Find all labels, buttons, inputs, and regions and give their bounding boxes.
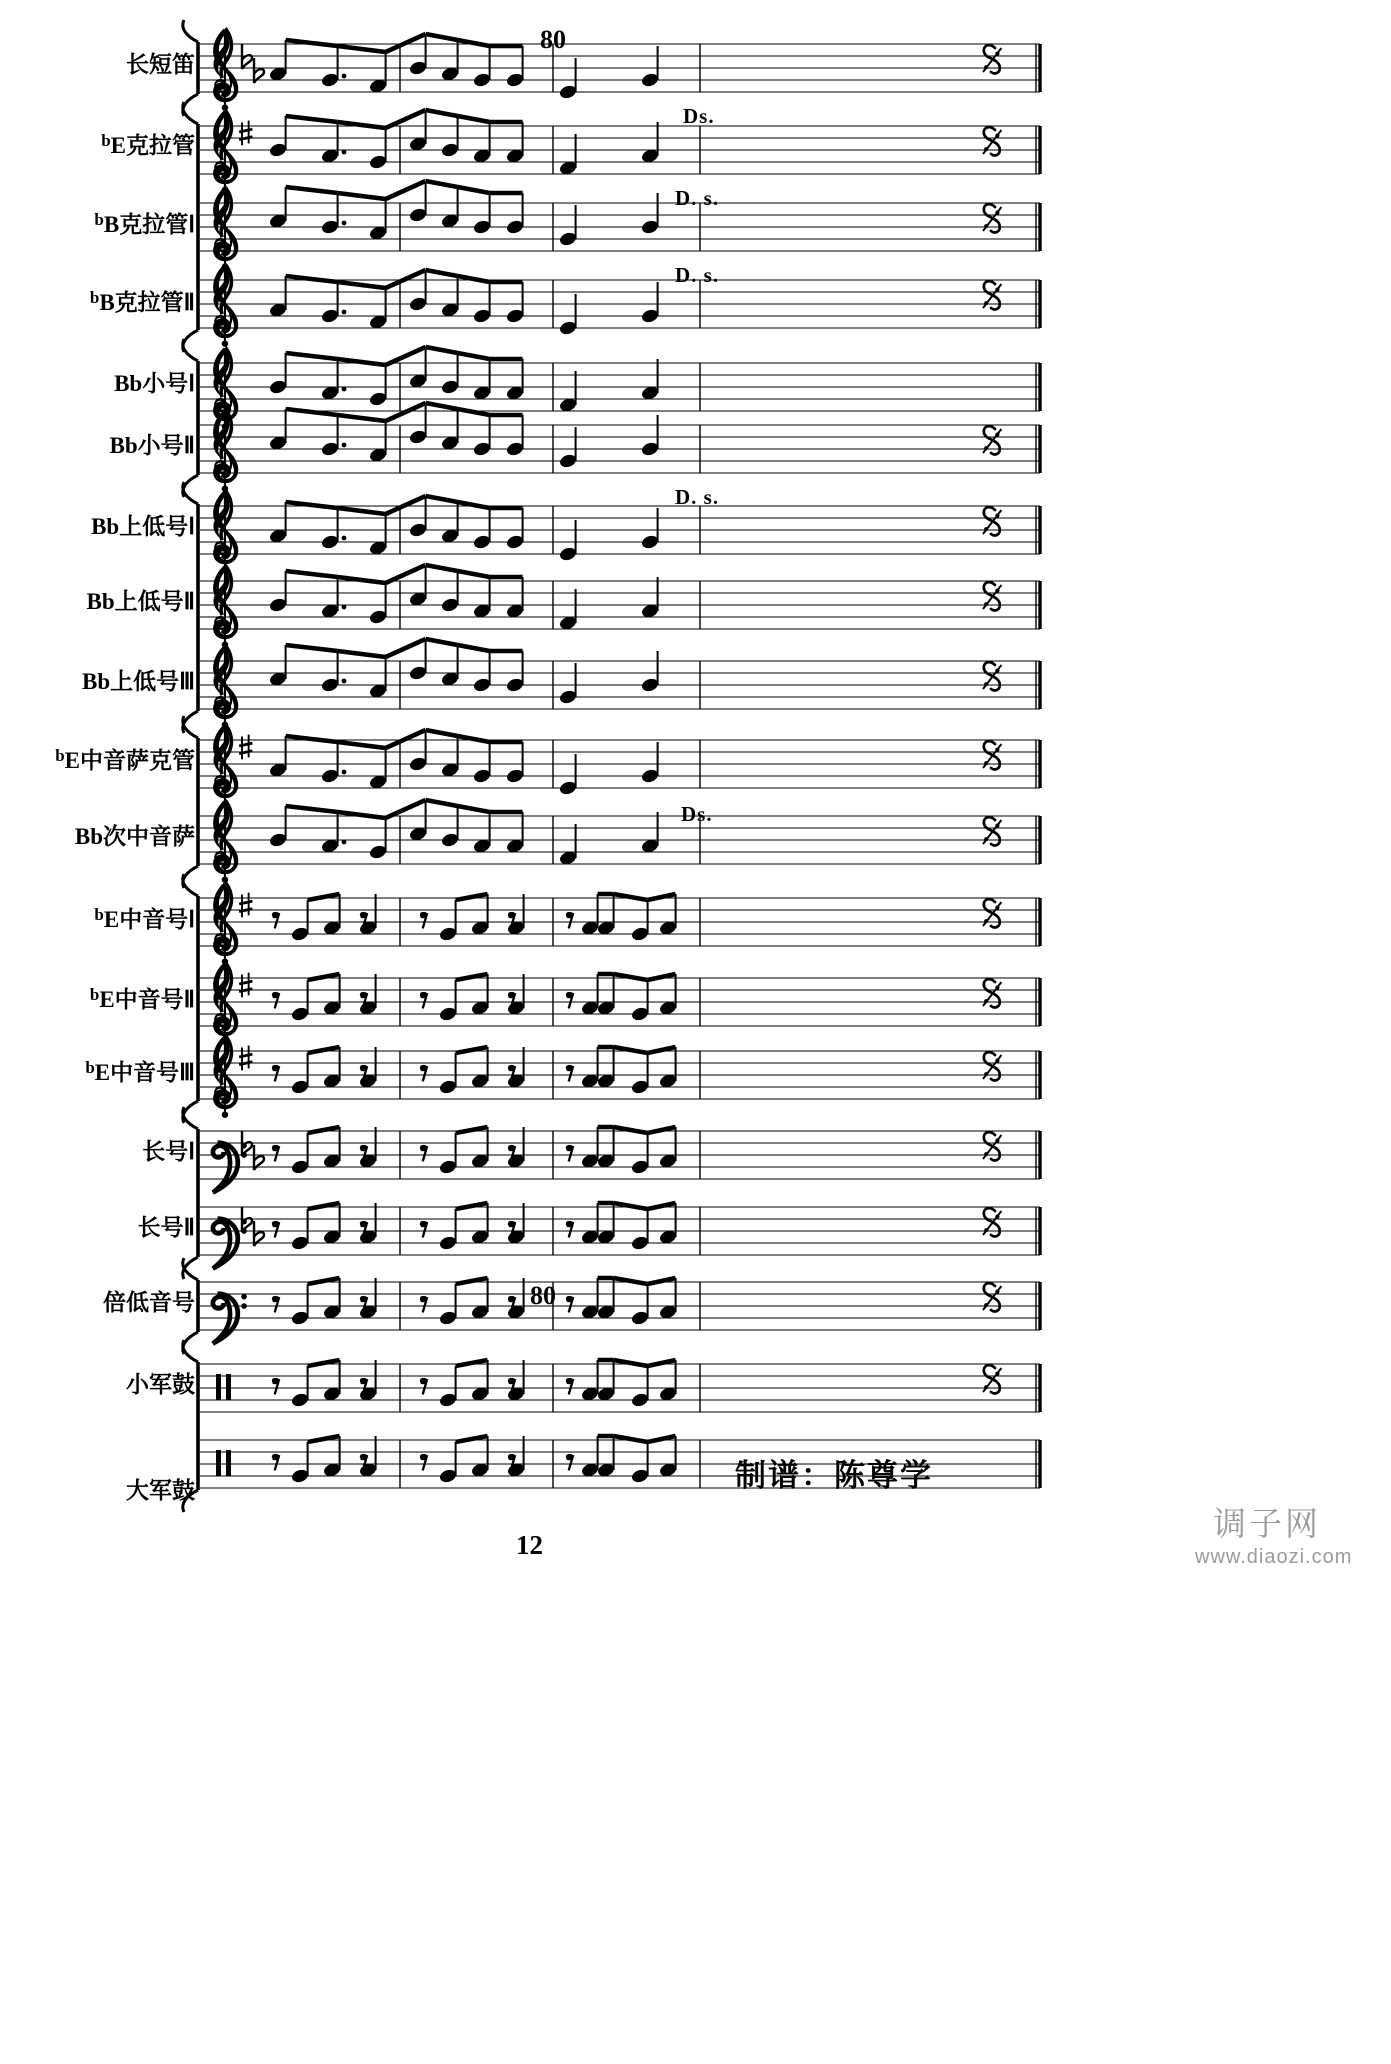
stave-label-eb-clarinet (0, 127, 195, 160)
stave-label-text: Bb上低号Ⅱ (86, 589, 195, 614)
stave-label-accidental: b (55, 746, 65, 765)
stave-label-eb-alto-horn-2 (0, 981, 195, 1014)
ds-text-changduandi: Ds. (683, 104, 715, 128)
stave-label-text: B克拉管Ⅰ (103, 212, 195, 237)
ds-text-bb-clarinet-1: D. s. (675, 263, 720, 287)
stave-label-text: Bb小号Ⅰ (114, 371, 195, 396)
tempo-mark: 80 (540, 25, 566, 54)
stave-label-bb-clarinet-2 (0, 284, 195, 317)
stave-label-trombone-1 (0, 1133, 195, 1166)
stave-label-text: E中音号Ⅰ (103, 907, 195, 932)
stave-label-text: Bb小号Ⅱ (109, 433, 195, 458)
stave-label-text: 长短笛 (126, 52, 195, 77)
stave-label-bb-trumpet-1 (0, 365, 195, 398)
stave-label-contrabass-horn (0, 1284, 195, 1317)
tempo-mark: 80 (530, 1281, 556, 1310)
stave-label-accidental: b (89, 288, 100, 307)
stave-label-text: E克拉管 (110, 133, 195, 158)
stave-label-text: Bb上低号Ⅰ (91, 514, 195, 539)
stave-label-bb-clarinet-1 (0, 206, 195, 239)
stave-label-accidental: b (85, 1058, 95, 1077)
stave-label-eb-alto-horn-3 (0, 1054, 195, 1087)
stave-label-changduandi (0, 46, 195, 79)
stave-label-text: Bb次中音萨 (74, 824, 195, 849)
stave-label-eb-alto-horn-1 (0, 901, 195, 934)
watermark-url: www.diaozi.com (1195, 1546, 1353, 1568)
stave-label-accidental: b (89, 985, 100, 1004)
stave-label-accidental: b (101, 131, 111, 150)
stave-label-text: E中音萨克管 (64, 748, 195, 773)
stave-label-text: Bb上低号Ⅲ (82, 669, 195, 694)
stave-label-text: 长号Ⅱ (137, 1215, 195, 1240)
stave-label-eb-alto-sax (0, 742, 195, 775)
stave-label-accidental: b (94, 905, 104, 924)
stave-label-snare-drum (0, 1366, 195, 1399)
ds-text-bb-trumpet-2: D. s. (675, 485, 720, 509)
stave-label-bb-euph-2 (0, 583, 195, 616)
stave-label-accidental: b (94, 210, 104, 229)
stave-label-bass-drum (0, 1472, 195, 1505)
stave-label-bb-euph-3 (0, 663, 195, 696)
stave-label-text: E中音号Ⅱ (99, 987, 195, 1012)
page-number: 12 (516, 1530, 543, 1560)
stave-label-trombone-2 (0, 1209, 195, 1242)
stave-label-bb-trumpet-2 (0, 427, 195, 460)
stave-label-text: 倍低音号 (103, 1290, 195, 1315)
ds-text-eb-alto-sax: Ds. (681, 802, 713, 826)
arranger-credit: 制谱：陈尊学 (735, 1458, 933, 1493)
stave-label-text: 大军鼓 (126, 1478, 195, 1503)
stave-label-bb-tenor-sax (0, 818, 195, 851)
stave-label-text: E中音号Ⅲ (94, 1060, 195, 1085)
stave-label-bb-euph-1 (0, 508, 195, 541)
stave-label-text: B克拉管Ⅱ (99, 290, 195, 315)
ds-text-eb-clarinet: D. s. (675, 186, 720, 210)
stave-label-text: 小军鼓 (126, 1372, 195, 1397)
watermark-site-name: 调子网 (1213, 1507, 1321, 1543)
stave-label-text: 长号Ⅰ (142, 1139, 195, 1164)
